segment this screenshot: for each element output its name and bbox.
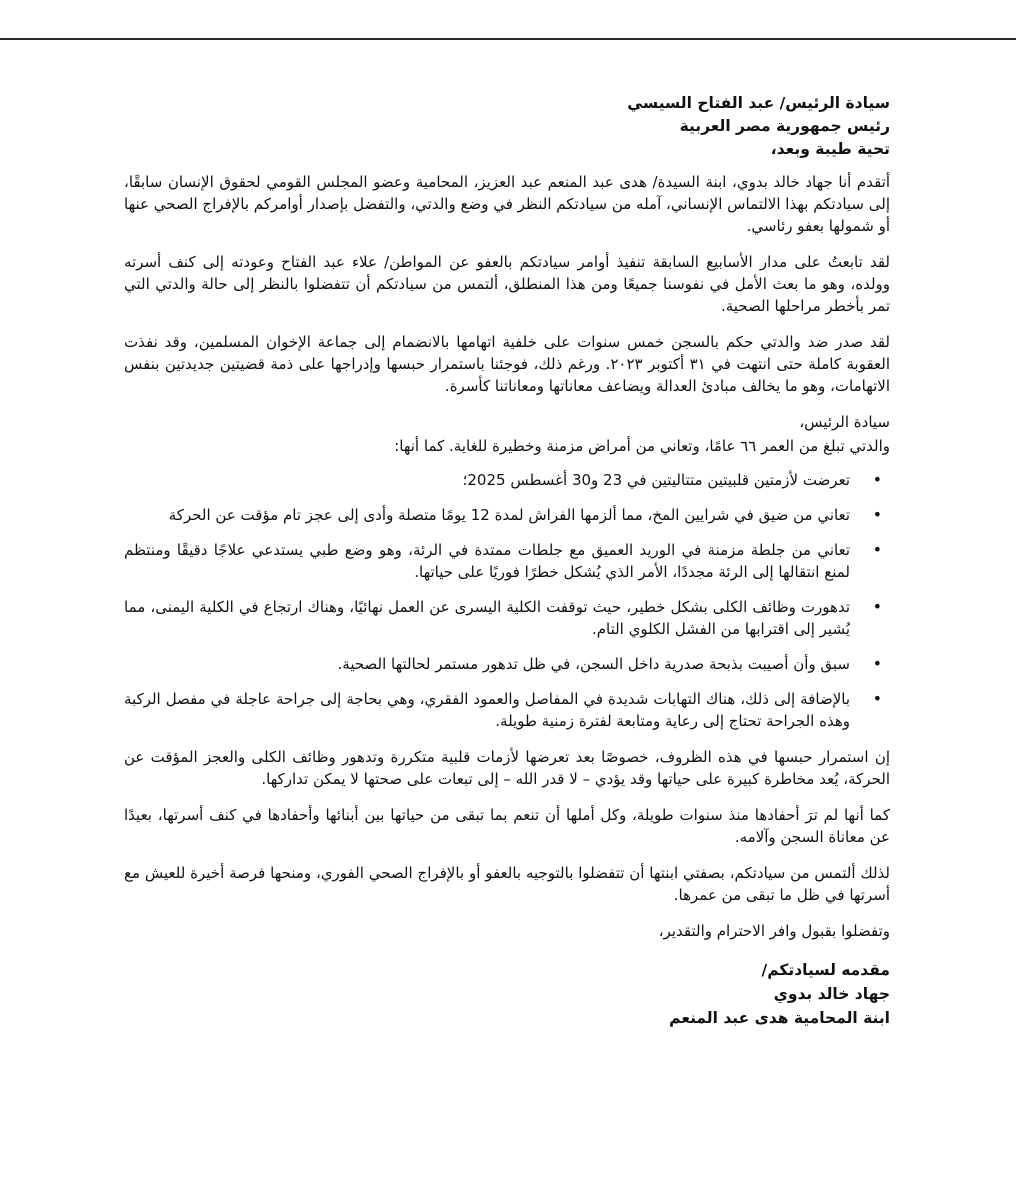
closing-line: وتفضلوا بقبول وافر الاحترام والتقدير، bbox=[658, 922, 890, 940]
paragraph-request: لذلك ألتمس من سيادتكم، بصفتي ابنتها أن تتفضلوا بالتوجيه بالعفو أو بالإفراج الصحي الفوري، ومنحها فرصة أخيرة للعيش مع أسرتها في ظل ما تبقى من عمرها. bbox=[124, 864, 890, 904]
addressee-name: سيادة الرئيس/ عبد الفتاح السيسي bbox=[627, 94, 890, 112]
health-intro: والدتي تبلغ من العمر ٦٦ عامًا، وتعاني من أمراض مزمنة وخطيرة للغاية. كما أنها: bbox=[394, 437, 890, 455]
salutation: سيادة الرئيس، bbox=[799, 413, 890, 431]
signature-name: جهاد خالد بدوي bbox=[773, 985, 890, 1003]
paragraph-intro: أتقدم أنا جهاد خالد بدوي، ابنة السيدة/ هدى عبد المنعم عبد العزيز، المحامية وعضو المجلس القومي لحقوق الإنسان سابقًا، إلى سيادتكم بهذا الالتماس الإنساني، آمله من سيادتكم النظر في وضع والدتي، والتفضل بإصدار أوامركم بالإفراج الصحي عنها أو شمولها بعفو رئاسي. bbox=[124, 173, 890, 235]
signature-relation: ابنة المحامية هدى عبد المنعم bbox=[669, 1009, 890, 1027]
list-item: • تعاني من ضيق في شرايين المخ، مما ألزمها الفراش لمدة 12 يومًا متصلة وأدى إلى عجز تام مؤقت عن الحركة bbox=[124, 504, 890, 526]
top-divider bbox=[0, 38, 1016, 40]
addressee-title: رئيس جمهورية مصر العربية bbox=[679, 117, 890, 135]
list-item: • تعاني من جلطة مزمنة في الوريد العميق مع جلطات ممتدة في الرئة، وهو وضع طبي يستدعي علاجًا دقيقًا ومنتظم لمنع انتقالها إلى الرئة مجددًا، الأمر الذي يُشكل خطرًا فوريًا على حياتها. bbox=[124, 539, 890, 583]
list-item: • سبق وأن أصيبت بذبحة صدرية داخل السجن، في ظل تدهور مستمر لحالتها الصحية. bbox=[124, 653, 890, 675]
greeting: تحية طيبة وبعد، bbox=[770, 140, 890, 158]
letter-body bbox=[124, 92, 890, 1030]
list-item: • بالإضافة إلى ذلك، هناك التهابات شديدة في المفاصل والعمود الفقري، وهي بحاجة إلى جراحة عاجلة في مفصل الركبة وهذه الجراحة تحتاج إلى رعاية ومتابعة لفترة زمنية طويلة. bbox=[124, 688, 890, 732]
health-conditions-list bbox=[124, 469, 890, 732]
paragraph-sentence: لقد صدر ضد والدتي حكم بالسجن خمس سنوات على خلفية اتهامها بالانضمام إلى جماعة الإخوان المسلمين، وقد نفذت العقوبة كاملة حتى انتهت في ٣١ أكتوبر ٢٠٢٣. ورغم ذلك، فوجئنا باستمرار حبسها وإدراجها على ذمة قضيتين جديدتين بنفس الاتهامات، وهو ما يخالف مبادئ العدالة ويضاعف معاناتها ومعاناتنا كأسرة. bbox=[124, 333, 891, 395]
list-item: • تعرضت لأزمتين قلبيتين متتاليتين في 23 و30 أغسطس 2025؛ bbox=[124, 469, 890, 491]
signature-prefix: مقدمه لسيادتكم/ bbox=[761, 961, 890, 979]
paragraph-risk: إن استمرار حبسها في هذه الظروف، خصوصًا بعد تعرضها لأزمات قلبية متكررة وتدهور وظائف الكلى والعجز المؤقت عن الحركة، يُعد مخاطرة كبيرة على حياتها وقد يؤدي – لا قدر الله – إلى تبعات على صحتها لا يمكن تداركها. bbox=[124, 748, 890, 788]
paragraph-family: كما أنها لم ترَ أحفادها منذ سنوات طويلة، وكل أملها أن تنعم بما تبقى من حياتها بين أبنائها وأحفادها في كنف أسرتها، بعيدًا عن معاناة السجن وآلامه. bbox=[124, 806, 890, 846]
list-item: • تدهورت وظائف الكلى بشكل خطير، حيث توقفت الكلية اليسرى عن العمل نهائيًا، وهناك ارتجاع في الكلية اليمنى، مما يُشير إلى اقترابها من الفشل الكلوي التام. bbox=[124, 596, 890, 640]
paragraph-context: لقد تابعتُ على مدار الأسابيع السابقة تنفيذ أوامر سيادتكم بالعفو عن المواطن/ علاء عبد الفتاح وعودته إلى كنف أسرته وولده، وهو ما بعث الأمل في نفوسنا جميعًا ومن هذا المنطلق، ألتمس من سيادتكم أن تتفضلوا بالنظر إلى حالة والدتي التي تمر بأخطر مراحلها الصحية. bbox=[124, 253, 890, 315]
